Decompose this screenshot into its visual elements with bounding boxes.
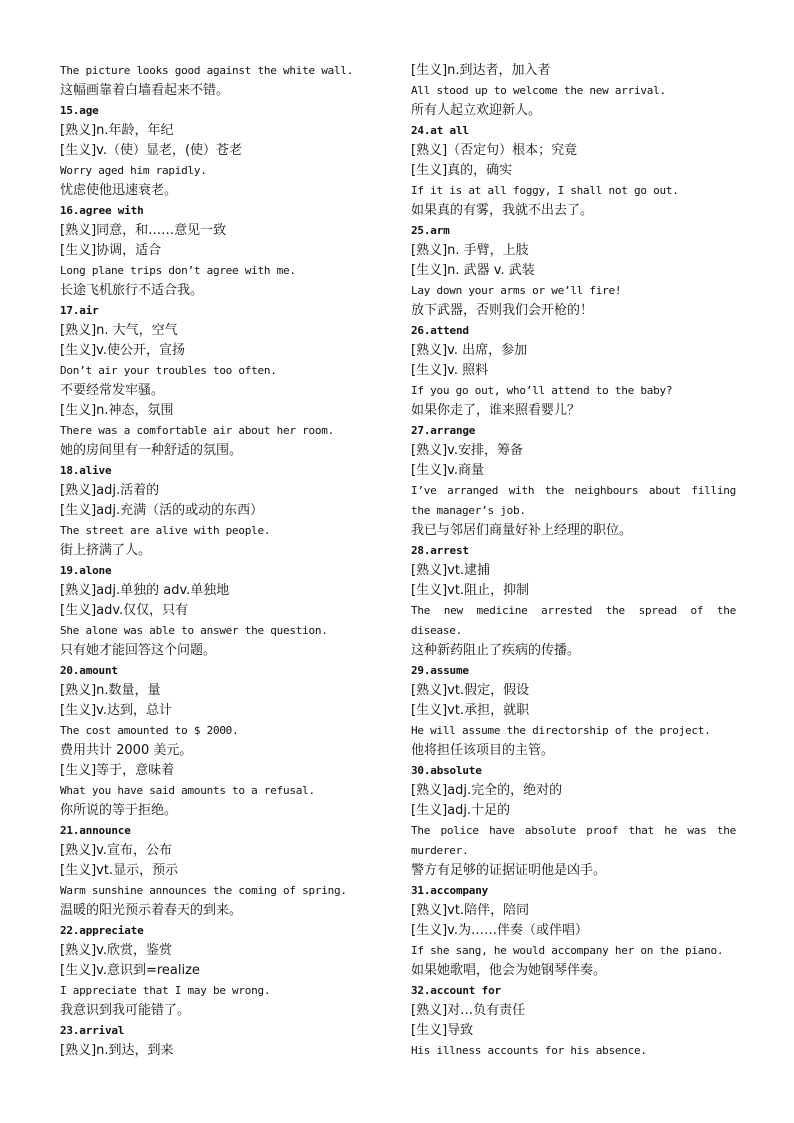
right-sense-definition: [熟义]adj.完全的，绝对的: [411, 783, 563, 798]
right-sense-definition: [熟义]vt.陪伴，陪同: [411, 903, 530, 918]
right-sense-definition: [熟义]对…负有责任: [411, 1003, 526, 1018]
left-sense-definition: [生义]协调，适合: [60, 243, 162, 258]
left-entry-heading: 23.arrival: [60, 1024, 125, 1037]
left-sense-definition: [生义]v.意识到=realize: [60, 963, 200, 978]
left-sense-definition: [生义]n.神态，氛围: [60, 403, 174, 418]
left-sense-definition: [熟义]n.数量，量: [60, 683, 161, 698]
left-english-example: What you have said amounts to a refusal.: [60, 784, 315, 797]
left-sense-definition: [生义]adj.充满（活的或动的东西）: [60, 503, 264, 518]
right-english-example: The police have absolute proof that he was the: [411, 824, 736, 837]
right-english-example: If she sang, he would accompany her on the piano.: [411, 944, 724, 957]
left-sense-definition: [生义]等于，意味着: [60, 763, 175, 778]
left-chinese-translation: 这幅画靠着白墙看起来不错。: [60, 83, 230, 98]
left-chinese-translation: 费用共计 2000 美元。: [60, 743, 193, 758]
right-chinese-translation: 如果她歌唱，他会为她钢琴伴奏。: [411, 963, 607, 978]
right-chinese-translation: 我已与邻居们商量好补上经理的职位。: [411, 523, 633, 538]
right-sense-definition: [生义]n.到达者，加入者: [411, 63, 551, 78]
right-sense-definition: [熟义]v.安排，筹备: [411, 443, 523, 458]
left-entry-heading: 16.agree with: [60, 204, 144, 217]
right-sense-definition: [生义]导致: [411, 1023, 474, 1038]
right-english-example: All stood up to welcome the new arrival.: [411, 84, 666, 97]
right-english-example: murderer.: [411, 844, 469, 857]
left-sense-definition: [熟义]v.宣布，公布: [60, 843, 172, 858]
right-english-example: The new medicine arrested the spread of the: [411, 604, 736, 617]
right-entry-heading: 32.account for: [411, 984, 501, 997]
right-entry-heading: 25.arm: [411, 224, 450, 237]
right-sense-definition: [生义]v. 照料: [411, 363, 489, 378]
right-chinese-translation: 放下武器，否则我们会开枪的！: [411, 303, 594, 318]
right-entry-heading: 26.attend: [411, 324, 469, 337]
left-english-example: The street are alive with people.: [60, 524, 271, 537]
left-sense-definition: [熟义]同意，和……意见一致: [60, 223, 227, 238]
left-sense-definition: [生义]vt.显示，预示: [60, 863, 179, 878]
right-sense-definition: [生义]vt.承担，就职: [411, 703, 530, 718]
right-sense-definition: [熟义]（否定句）根本；究竟: [411, 143, 578, 158]
left-chinese-translation: 你所说的等于拒绝。: [60, 803, 178, 818]
right-english-example: If you go out, who’ll attend to the baby?: [411, 384, 673, 397]
left-sense-definition: [熟义]adj.单独的 adv.单独地: [60, 583, 230, 598]
left-english-example: There was a comfortable air about her room.: [60, 424, 335, 437]
right-sense-definition: [生义]v.为……伴奏（或伴唱）: [411, 923, 588, 938]
left-chinese-translation: 只有她才能回答这个问题。: [60, 643, 217, 658]
left-sense-definition: [熟义]n.到达，到来: [60, 1043, 174, 1058]
left-entry-heading: 17.air: [60, 304, 99, 317]
left-sense-definition: [生义]v.使公开，宣扬: [60, 343, 185, 358]
right-entry-heading: 31.accompany: [411, 884, 489, 897]
right-entry-heading: 29.assume: [411, 664, 469, 677]
right-sense-definition: [生义]真的，确实: [411, 163, 513, 178]
left-entry-heading: 22.appreciate: [60, 924, 144, 937]
left-english-example: Long plane trips don’t agree with me.: [60, 264, 296, 277]
left-english-example: She alone was able to answer the question.: [60, 624, 328, 637]
left-chinese-translation: 长途飞机旅行不适合我。: [60, 283, 204, 298]
left-chinese-translation: 不要经常发牢骚。: [60, 383, 165, 398]
left-entry-heading: 20.amount: [60, 664, 118, 677]
left-sense-definition: [生义]adv.仅仅，只有: [60, 603, 189, 618]
left-sense-definition: [生义]v.达到，总计: [60, 703, 172, 718]
right-entry-heading: 30.absolute: [411, 764, 482, 777]
right-sense-definition: [熟义]vt.假定，假设: [411, 683, 530, 698]
left-sense-definition: [熟义]adj.活着的: [60, 483, 160, 498]
right-sense-definition: [生义]adj.十足的: [411, 803, 511, 818]
left-sense-definition: [生义]v.（使）显老，(使）苍老: [60, 143, 243, 158]
right-english-example: I’ve arranged with the neighbours about filling: [411, 484, 736, 497]
right-chinese-translation: 他将担任该项目的主管。: [411, 743, 555, 758]
left-english-example: Don’t air your troubles too often.: [60, 364, 277, 377]
left-chinese-translation: 忧虑使他迅速衰老。: [60, 183, 178, 198]
left-chinese-translation: 温暖的阳光预示着春天的到来。: [60, 903, 243, 918]
left-chinese-translation: 她的房间里有一种舒适的氛围。: [60, 443, 243, 458]
right-sense-definition: [生义]n. 武器 v. 武装: [411, 263, 535, 278]
left-entry-heading: 21.announce: [60, 824, 131, 837]
right-chinese-translation: 这种新药阻止了疾病的传播。: [411, 643, 581, 658]
left-sense-definition: [熟义]n.年龄，年纪: [60, 123, 174, 138]
left-chinese-translation: 街上挤满了人。: [60, 543, 152, 558]
left-entry-heading: 19.alone: [60, 564, 112, 577]
right-sense-definition: [熟义]n. 手臂，上肢: [411, 243, 529, 258]
left-sense-definition: [熟义]v.欣赏，鉴赏: [60, 943, 172, 958]
left-english-example: I appreciate that I may be wrong.: [60, 984, 271, 997]
left-english-example: The picture looks good against the white wall.: [60, 64, 354, 77]
right-chinese-translation: 警方有足够的证据证明他是凶手。: [411, 863, 607, 878]
right-column: [411, 61, 736, 1061]
left-entry-heading: 18.alive: [60, 464, 112, 477]
right-english-example: Lay down your arms or we’ll fire!: [411, 284, 622, 297]
left-english-example: The cost amounted to $ 2000.: [60, 724, 239, 737]
right-chinese-translation: 如果你走了，谁来照看婴儿？: [411, 403, 581, 418]
right-entry-heading: 28.arrest: [411, 544, 469, 557]
right-entry-heading: 27.arrange: [411, 424, 476, 437]
left-entry-heading: 15.age: [60, 104, 99, 117]
right-english-example: His illness accounts for his absence.: [411, 1044, 647, 1057]
right-sense-definition: [生义]v.商量: [411, 463, 484, 478]
right-english-example: disease.: [411, 624, 462, 637]
right-sense-definition: [生义]vt.阻止，抑制: [411, 583, 530, 598]
right-sense-definition: [熟义]vt.逮捕: [411, 563, 491, 578]
left-sense-definition: [熟义]n. 大气，空气: [60, 323, 178, 338]
left-english-example: Worry aged him rapidly.: [60, 164, 207, 177]
right-english-example: the manager’s job.: [411, 504, 526, 517]
right-entry-heading: 24.at all: [411, 124, 469, 137]
right-english-example: If it is at all foggy, I shall not go out.: [411, 184, 679, 197]
left-chinese-translation: 我意识到我可能错了。: [60, 1003, 191, 1018]
right-chinese-translation: 如果真的有雾，我就不出去了。: [411, 203, 594, 218]
right-sense-definition: [熟义]v. 出席，参加: [411, 343, 528, 358]
right-chinese-translation: 所有人起立欢迎新人。: [411, 103, 542, 118]
left-column: [60, 61, 380, 1061]
right-english-example: He will assume the directorship of the project.: [411, 724, 711, 737]
left-english-example: Warm sunshine announces the coming of spring.: [60, 884, 347, 897]
